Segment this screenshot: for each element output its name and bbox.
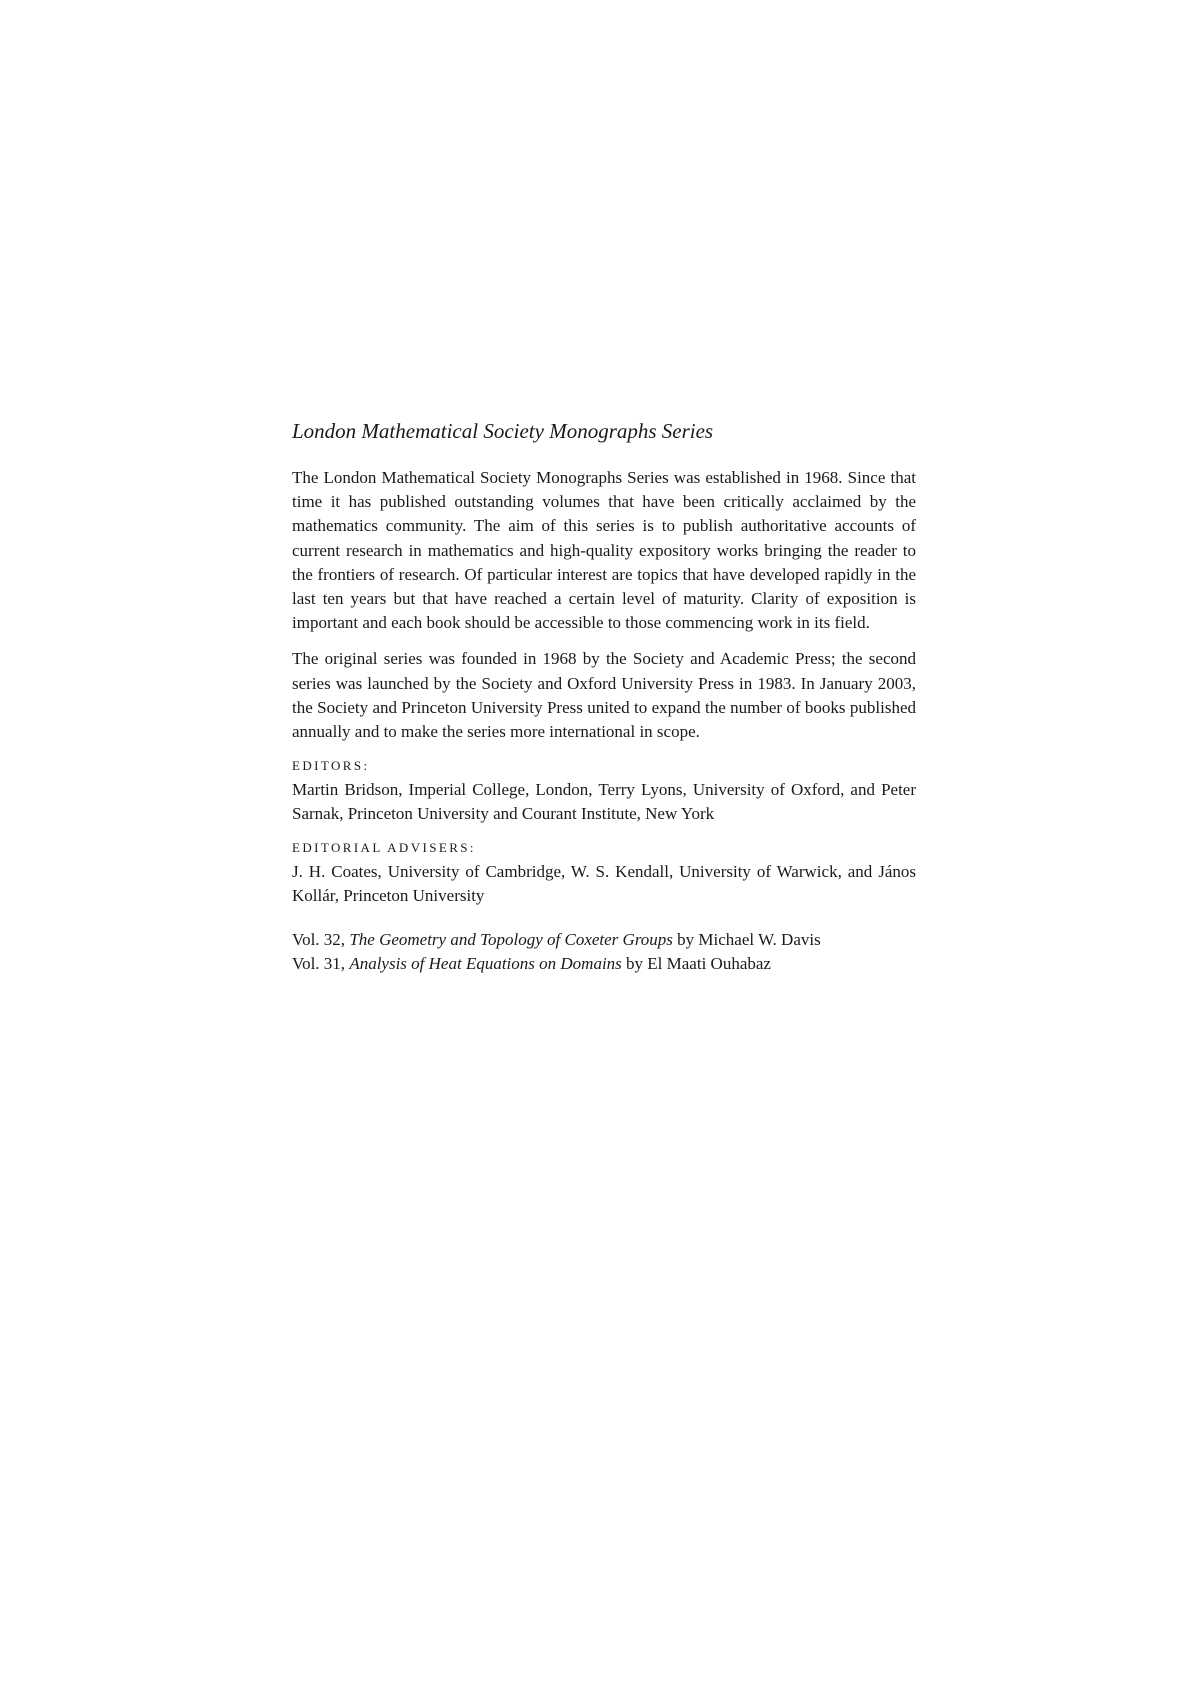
series-history-paragraph: The original series was founded in 1968 by the Society and Academic Press; the second series was launched by the Society and Oxford University Press in 1983. In January 2003, the Society and Princeton University Press united to expand the number of books published annually and to make the series more international in scope. (292, 649, 916, 742)
advisers-heading: EDITORIAL ADVISERS: (292, 840, 476, 856)
volume-entry (292, 928, 916, 952)
editors-section (292, 756, 916, 826)
volume-title: Analysis of Heat Equations on Domains (349, 954, 622, 974)
volume-author: by Michael W. Davis (672, 930, 821, 950)
volume-list (292, 928, 916, 976)
series-page (292, 418, 916, 976)
advisers-list: J. H. Coates, University of Cambridge, W. S. Kendall, University of Warwick, and János Kollár, Princeton University (292, 862, 916, 906)
volume-number: Vol. 31, (292, 954, 350, 974)
volume-title: The Geometry and Topology of Coxeter Groups (349, 930, 673, 950)
volume-entry (292, 952, 916, 976)
advisers-section (292, 838, 916, 908)
volume-number: Vol. 32, (292, 930, 350, 950)
volume-author: by El Maati Ouhabaz (621, 954, 771, 974)
editors-list: Martin Bridson, Imperial College, London, Terry Lyons, University of Oxford, and Peter Sarnak, Princeton University and Courant Institute, New York (292, 780, 916, 824)
series-description-paragraph: The London Mathematical Society Monographs Series was established in 1968. Since that time it has published outstanding volumes that have been critically acclaimed by the mathematics community. The aim of this series is to publish authoritative accounts of current research in mathematics and high-quality expository works bringing the reader to the frontiers of research. Of particular interest are topics that have developed rapidly in the last ten years but that have reached a certain level of maturity. Clarity of exposition is important and each book should be accessible to those commencing work in its field. (292, 468, 916, 633)
series-title: London Mathematical Society Monographs Series (292, 419, 714, 443)
editors-heading: EDITORS: (292, 758, 370, 774)
